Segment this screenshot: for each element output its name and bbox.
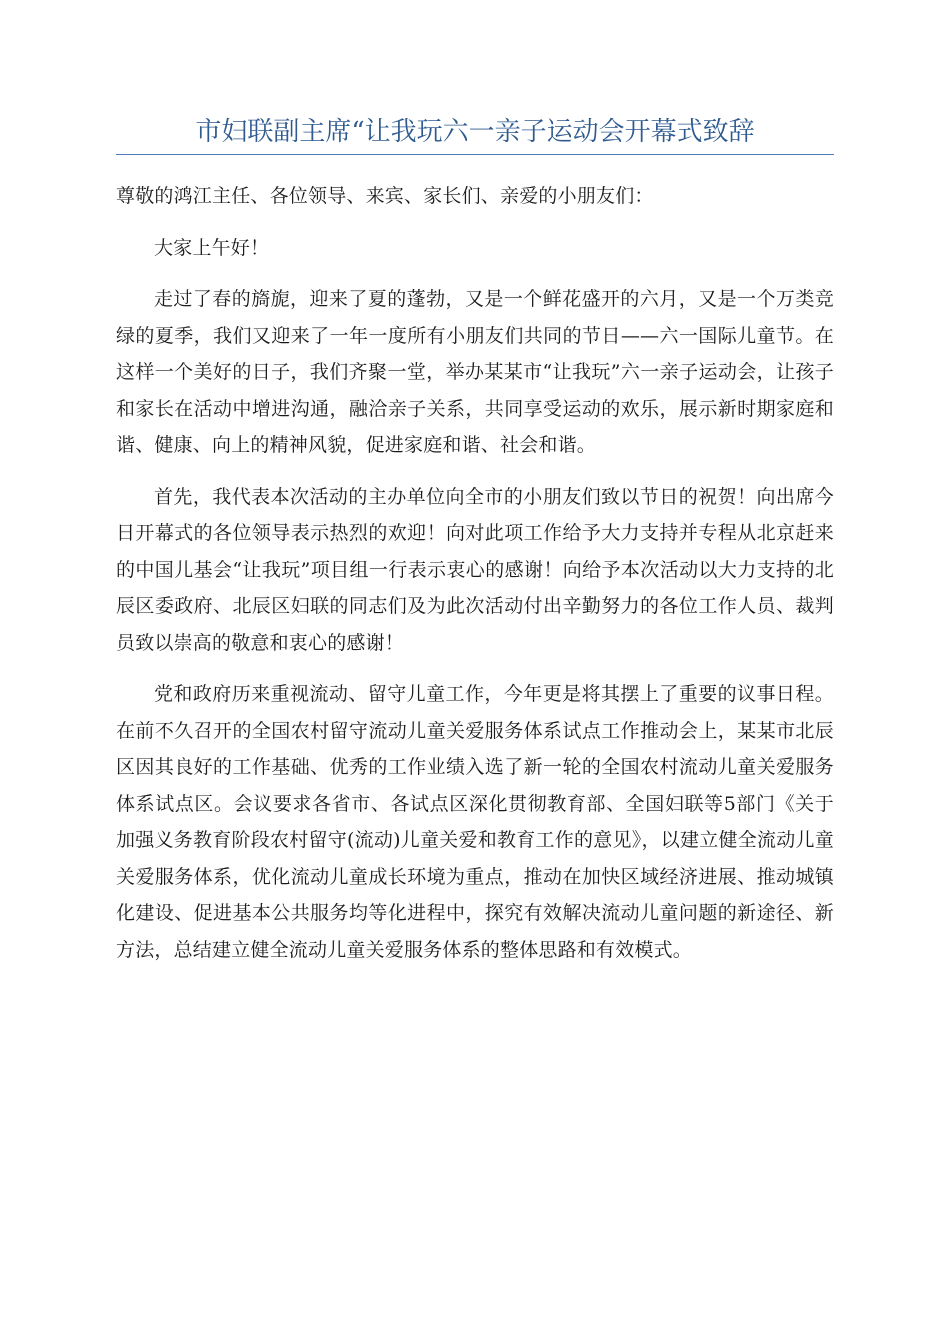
paragraph-opening: 走过了春的旖旎，迎来了夏的蓬勃，又是一个鲜花盛开的六月，又是一个万类竞绿的夏季，我们又迎来了一年一度所有小朋友们共同的节日——六一国际儿童节。在这样一个美好的日子，我们齐聚一堂，举办某某市“让我玩”六一亲子运动会，让孩子和家长在活动中增进沟通，融洽亲子关系，共同享受运动的欢乐，展示新时期家庭和谐、健康、向上的精神风貌，促进家庭和谐、社会和谐。 xyxy=(116,288,834,456)
paragraph-policy: 党和政府历来重视流动、留守儿童工作，今年更是将其摆上了重要的议事日程。在前不久召开的全国农村留守流动儿童关爱服务体系试点工作推动会上，某某市北辰区因其良好的工作基础、优秀的工作业绩入选了新一轮的全国农村流动儿童关爱服务体系试点区。会议要求各省市、各试点区深化贯彻教育部、全国妇联等5部门《关于加强义务教育阶段农村留守(流动)儿童关爱和教育工作的意见》，以建立健全流动儿童关爱服务体系，优化流动儿童成长环境为重点，推动在加快区域经济进展、推动城镇化建设、促进基本公共服务均等化进程中，探究有效解决流动儿童问题的新途径、新方法，总结建立健全流动儿童关爱服务体系的整体思路和有效模式。 xyxy=(116,683,834,961)
title-underline xyxy=(116,154,834,155)
document-body xyxy=(116,178,834,983)
document-title: 市妇联副主席“让我玩六一亲子运动会开幕式致辞 xyxy=(195,117,755,147)
salutation: 尊敬的鸿江主任、各位领导、来宾、家长们、亲爱的小朋友们： xyxy=(116,185,654,207)
paragraph-thanks: 首先，我代表本次活动的主办单位向全市的小朋友们致以节日的祝贺！向出席今日开幕式的各位领导表示热烈的欢迎！向对此项工作给予大力支持并专程从北京赶来的中国儿基会“让我玩”项目组一行表示衷心的感谢！向给予本次活动以大力支持的北辰区委政府、北辰区妇联的同志们及为此次活动付出辛勤努力的各位工作人员、裁判员致以崇高的敬意和衷心的感谢！ xyxy=(116,485,834,654)
greeting: 大家上午好！ xyxy=(154,236,270,259)
